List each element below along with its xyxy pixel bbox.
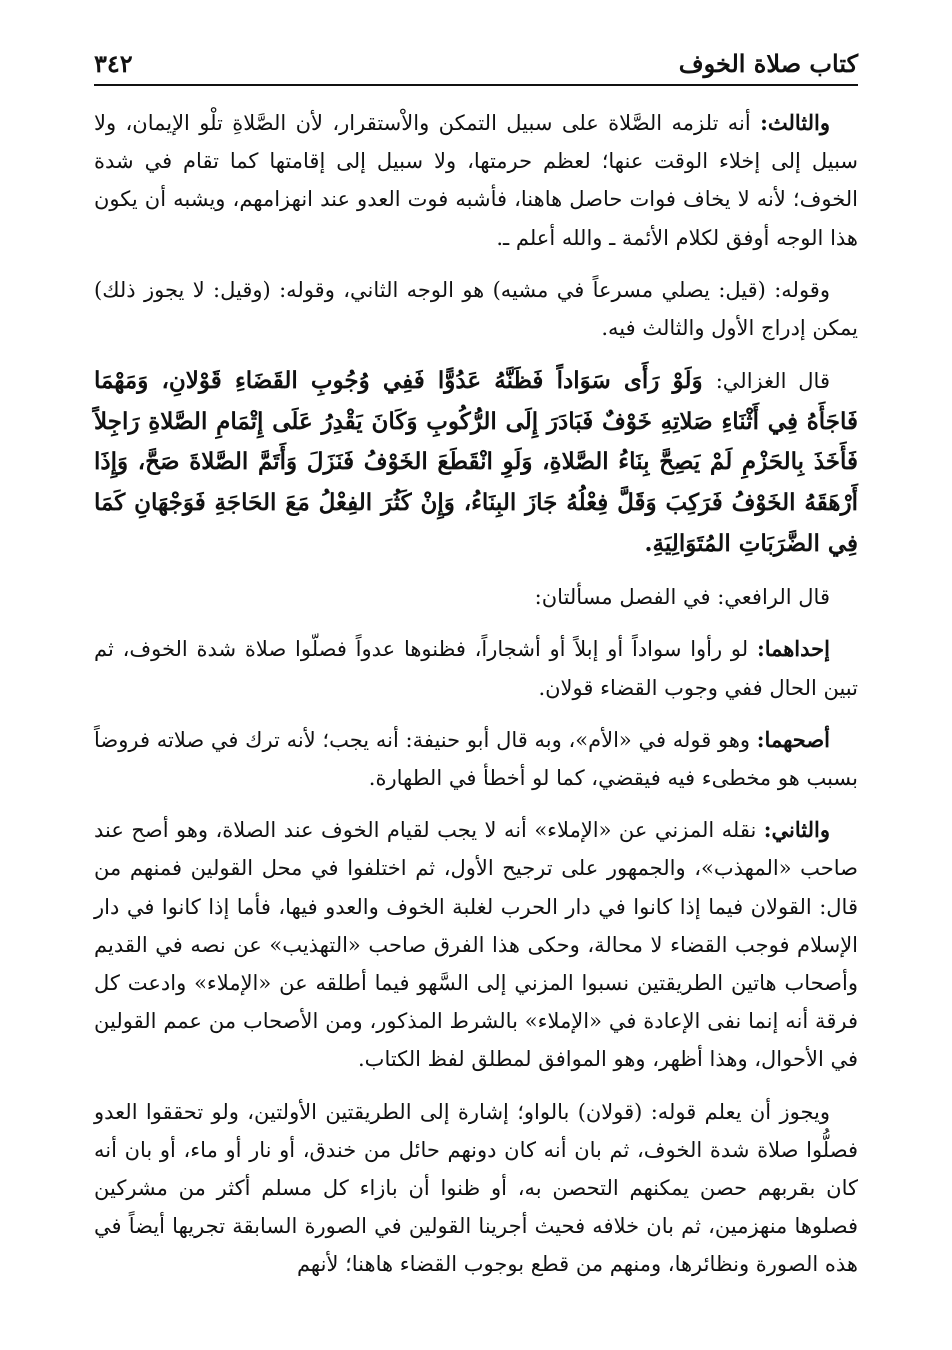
paragraph-lead: والثاني: bbox=[763, 817, 830, 843]
paragraph-text: وهو قوله في «الأم»، وبه قال أبو حنيفة: أنه يجب؛ لأنه ترك في صلاته فروضاً بسبب هو مخطىء فيه فيقضي، كما لو أخطأ في الطهارة. bbox=[94, 727, 858, 790]
paragraph-lead: والثالث: bbox=[760, 110, 830, 135]
page-header bbox=[94, 42, 858, 86]
paragraph-text: وقوله: (قيل: يصلي مسرعاً في مشيه) هو الوجه الثاني، وقوله: (وقيل: لا يجوز ذلك) يمكن إدراج الأول والثالث فيه. bbox=[94, 277, 858, 341]
paragraph bbox=[94, 104, 858, 257]
paragraph-text: قال الرافعي: في الفصل مسألتان: bbox=[534, 585, 830, 610]
paragraph-lead: أصحهما: bbox=[756, 726, 830, 752]
paragraph bbox=[94, 1093, 858, 1284]
page-number: ٣٤٢ bbox=[94, 49, 133, 78]
paragraph bbox=[94, 578, 858, 616]
paragraph-text: ويجوز أن يعلم قوله: (قولان) بالواو؛ إشارة إلى الطريقتين الأولتين، ولو تحققوا العدو فصلُّوا صلاة شدة الخوف، ثم بان أنه كان دونهم حائل من خندق، أو نار أو ماء، أو بان أنه كان بقربهم حصن يمكنهم التحصن به، أو ظنوا أن بازاء كل مسلم أكثر من مشركين فصلوها منهزمين، ثم بان خلافه فحيث أجرينا القولين في الصورة السابقة تجريها أيضاً في هذه الصورة ونظائرها، ومنهم من قطع بوجوب القضاء هاهنا؛ لأنهم bbox=[94, 1099, 858, 1277]
paragraph-text: نقله المزني عن «الإملاء» أنه لا يجب لقيام الخوف عند الصلاة، وهو أصح عند صاحب «المهذب»، والجمهور على ترجيح الأول، ثم اختلفوا في محل القولين فمنهم من قال: القولان فيما إذا كانوا في دار الحرب لغلبة الخوف والعدو فيها، فأما إذا كانوا في دار الإسلام فوجب القضاء لا محالة، وحكى هذا الفرق صاحب «التهذيب» عن نصه في القديم وأصحاب هاتين الطريقتين نسبوا المزني إلى السَّهو فيما أطلقه عن «الإملاء» وادعت كل فرقة أنه إنما نفى الإعادة في «الإملاء» بالشرط المذكور، ومن الأصحاب من عمم القولين في الأحوال، وهذا أظهر، وهو الموافق لمطلق لفظ الكتاب. bbox=[94, 818, 858, 1072]
page-body bbox=[94, 104, 858, 1298]
paragraph-text: لو رأوا سواداً أو إبلاً أو أشجاراً، فظنوها عدواً فصلّوا صلاة شدة الخوف، ثم تبين الحال ففي وجوب القضاء قولان. bbox=[94, 637, 858, 700]
paragraph-lead: إحداهما: bbox=[756, 636, 830, 662]
paragraph-text: وَلَوْ رَأَى سَوَاداً فَظَنَّهُ عَدُوًّا فَفِي وُجُوبِ القَضَاءِ قَوْلانِ، وَمَهْمَا فَاجَأَهُ فِي أَثْنَاءِ صَلاتِهِ خَوْفٌ فَبَادَرَ إِلَى الرُّكُوبِ وَكَانَ يَقْدِرُ عَلَى إِتْمَامِ الصَّلاةِ رَاجِلاً فَأَخَذَ بِالحَزْمِ لَمْ يَصِحَّ بِنَاءُ الصَّلاةِ، وَلَوِ انْقَطَعَ الخَوْفُ فَنَزَلَ وَأَتَمَّ الصَّلاةَ صَحَّ، وَإِذَا أَرْهَقَهُ الخَوْفُ فَرَكِبَ وَقَلَّ فِعْلُهُ جَازَ البِنَاءُ، وَإِنْ كَثُرَ الفِعْلُ مَعَ الحَاجَةِ فَوَجْهَانِ كَمَا فِي الضَّرَبَاتِ المُتَوَالِيَةِ. bbox=[94, 367, 858, 557]
ghazali-quote bbox=[94, 361, 858, 564]
paragraph-text: أنه تلزمه الصَّلاة على سبيل التمكن والاْستقرار، لأن الصَّلاةِ تلْو الإيمان، ولا سبيل إلى إخلاء الوقت عنها؛ لعظم حرمتها، ولا سبيل إلى إقامتها كما تقام في شدة الخوف؛ لأنه لا يخاف فوات حاصل هاهنا، فأشبه فوت العدو عند انهزامهم، ويشبه أن يكون هذا الوجه أوفق لكلام الأئمة ـ والله أعلم ـ. bbox=[94, 111, 858, 250]
paragraph bbox=[94, 811, 858, 1078]
paragraph-lead: قال الغزالي: bbox=[715, 369, 830, 394]
paragraph bbox=[94, 721, 858, 797]
paragraph bbox=[94, 271, 858, 347]
paragraph bbox=[94, 630, 858, 706]
chapter-title: كتاب صلاة الخوف bbox=[678, 49, 858, 78]
